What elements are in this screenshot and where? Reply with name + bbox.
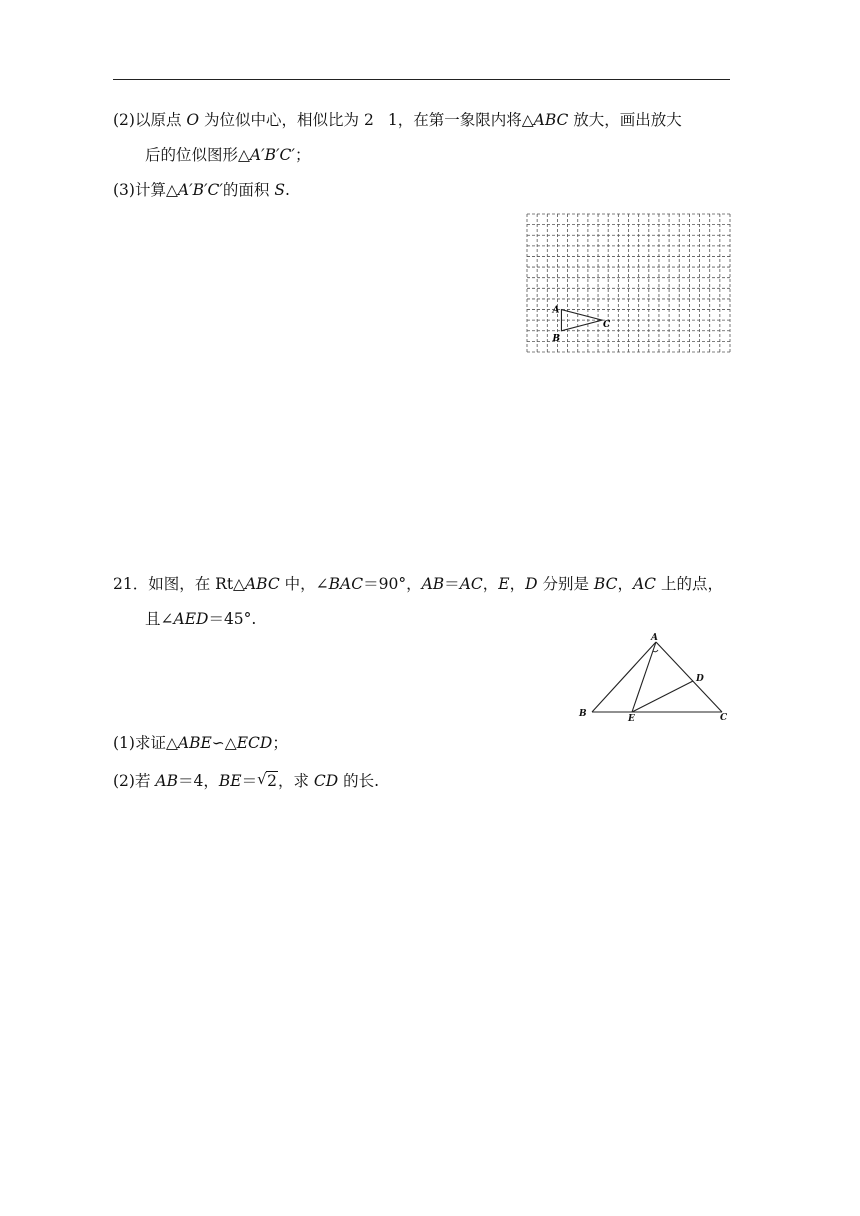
text: 的面积 [222, 181, 275, 199]
math-var: A′B′C′ [177, 181, 223, 199]
grid-figure [525, 212, 732, 354]
math-var: ABC [244, 575, 280, 593]
text: 放大，画出放大 [568, 111, 682, 129]
math-var: BAC [328, 575, 364, 593]
text: ； [272, 734, 288, 752]
question-number: 21． [113, 575, 149, 593]
math-var: S [274, 181, 285, 199]
label-e: E [628, 714, 635, 724]
part-number: (2) [113, 111, 135, 129]
math-var: AED [173, 610, 209, 628]
text: ， [482, 575, 499, 593]
text: ＝ [241, 772, 258, 790]
radicand: 2 [267, 772, 277, 790]
q20-part3 [113, 180, 290, 200]
q21-line1 [113, 574, 723, 594]
q21-part2 [113, 771, 379, 791]
math-var: AC [459, 575, 483, 593]
text: 如图，在 Rt△ [148, 575, 245, 593]
point-label-c: C [603, 320, 611, 331]
text: 计算△ [134, 181, 178, 199]
math-var: A′B′C′ [249, 146, 295, 164]
text: 以原点 [134, 111, 187, 129]
q20-part2-line1 [113, 110, 682, 130]
triangle-figure [570, 628, 740, 730]
text: ， [617, 575, 633, 593]
text: ＝45°. [208, 610, 257, 628]
text: ，求 [277, 772, 314, 790]
q21-part1 [113, 733, 288, 753]
segment-ac [656, 642, 722, 712]
text: . [284, 181, 290, 199]
angle-mark [653, 650, 658, 652]
sqrt-expression [257, 771, 278, 791]
text: 且∠ [145, 610, 174, 628]
label-b: B [579, 709, 587, 719]
part-number: (3) [113, 181, 135, 199]
text: ＝4， [178, 772, 219, 790]
text: 上的点， [656, 575, 723, 593]
label-c: C [720, 713, 728, 723]
point-label-a: A [552, 305, 560, 316]
label-d: D [696, 674, 704, 684]
part-number: (2) [113, 772, 135, 790]
math-var: ABC [533, 111, 569, 129]
text: ＝ [444, 575, 460, 593]
similar-symbol: ∽ [211, 734, 225, 752]
segment-ab [592, 642, 656, 712]
math-var: ABE [177, 734, 212, 752]
radical-sign: √ [257, 770, 267, 788]
part-number: (1) [113, 734, 135, 752]
text: △ [224, 734, 237, 752]
text: 1，在第一象限内将△ [387, 111, 534, 129]
label-a: A [651, 633, 658, 643]
text: 为位似中心，相似比为 2 [199, 111, 374, 129]
math-var: E [498, 575, 510, 593]
text: 后的位似图形△ [145, 146, 250, 164]
math-var: AC [632, 575, 657, 593]
q20-part2-line2 [145, 145, 310, 165]
text: 分别是 [537, 575, 594, 593]
math-var: D [525, 575, 538, 593]
math-var: ECD [236, 734, 273, 752]
text: 中，∠ [279, 575, 329, 593]
text: 求证△ [134, 734, 178, 752]
math-var: O [186, 111, 200, 129]
point-label-b: B [552, 333, 561, 344]
math-var: CD [313, 772, 339, 790]
q21-line2 [145, 609, 256, 629]
text: ＝90°， [363, 575, 422, 593]
text: 若 [134, 772, 156, 790]
text: 的长. [338, 772, 380, 790]
math-var: AB [421, 575, 445, 593]
text: ； [294, 146, 311, 164]
text: ， [509, 575, 526, 593]
header-rule [113, 79, 730, 80]
math-var: BE [218, 772, 242, 790]
math-var: BC [593, 575, 618, 593]
math-var: AB [155, 772, 178, 790]
